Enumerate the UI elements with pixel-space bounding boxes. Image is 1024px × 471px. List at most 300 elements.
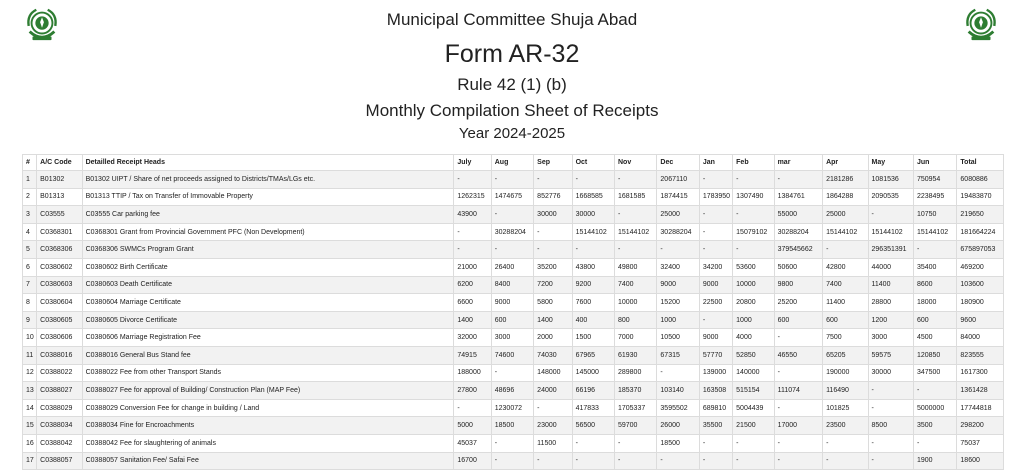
table-cell: - bbox=[774, 364, 822, 382]
table-cell: 298200 bbox=[957, 417, 1004, 435]
table-cell: 400 bbox=[572, 311, 614, 329]
table-cell: B01313 bbox=[37, 188, 82, 206]
table-cell: 852776 bbox=[534, 188, 572, 206]
table-header bbox=[23, 155, 1004, 171]
table-cell: 3000 bbox=[491, 329, 533, 347]
table-cell: - bbox=[774, 171, 822, 189]
column-header: Feb bbox=[733, 155, 774, 171]
table-cell: 15144102 bbox=[868, 223, 913, 241]
table-row bbox=[23, 276, 1004, 294]
table-cell: 30288204 bbox=[657, 223, 699, 241]
table-cell: 26400 bbox=[491, 258, 533, 276]
table-cell: C0380605 Divorce Certificate bbox=[82, 311, 454, 329]
table-cell: - bbox=[733, 241, 774, 259]
table-cell: 13 bbox=[23, 382, 37, 400]
table-row bbox=[23, 294, 1004, 312]
table-cell: 823555 bbox=[957, 346, 1004, 364]
table-cell: B01302 UIPT / Share of net proceeds assigned to Districts/TMAs/LGs etc. bbox=[82, 171, 454, 189]
table-cell: 2090535 bbox=[868, 188, 913, 206]
table-cell: 24000 bbox=[534, 382, 572, 400]
table-cell: - bbox=[491, 206, 533, 224]
table-cell: 7000 bbox=[614, 329, 656, 347]
table-cell: 3000 bbox=[868, 329, 913, 347]
table-cell: 101825 bbox=[823, 399, 868, 417]
table-row bbox=[23, 399, 1004, 417]
table-cell: C03555 bbox=[37, 206, 82, 224]
table-cell: 219650 bbox=[957, 206, 1004, 224]
table-cell: 1900 bbox=[913, 452, 956, 470]
table-cell: C0380603 bbox=[37, 276, 82, 294]
table-cell: 600 bbox=[823, 311, 868, 329]
table-cell: C0388016 bbox=[37, 346, 82, 364]
table-cell: - bbox=[774, 452, 822, 470]
table-cell: 28800 bbox=[868, 294, 913, 312]
table-row bbox=[23, 364, 1004, 382]
table-cell: 8400 bbox=[491, 276, 533, 294]
table-cell: 103600 bbox=[957, 276, 1004, 294]
table-cell: 9000 bbox=[657, 276, 699, 294]
table-cell: 1361428 bbox=[957, 382, 1004, 400]
table-cell: 18500 bbox=[657, 434, 699, 452]
table-cell: C0388022 Fee from other Transport Stands bbox=[82, 364, 454, 382]
table-row bbox=[23, 171, 1004, 189]
table-cell: 50600 bbox=[774, 258, 822, 276]
table-cell: C0388022 bbox=[37, 364, 82, 382]
table-cell: B01302 bbox=[37, 171, 82, 189]
table-cell: C0368306 SWMCs Program Grant bbox=[82, 241, 454, 259]
table-cell: 35500 bbox=[699, 417, 732, 435]
table-cell: 600 bbox=[491, 311, 533, 329]
table-cell: - bbox=[699, 223, 732, 241]
table-cell: C0388057 bbox=[37, 452, 82, 470]
table-cell: - bbox=[614, 206, 656, 224]
table-cell: 17 bbox=[23, 452, 37, 470]
table-cell: - bbox=[699, 311, 732, 329]
table-cell: 32000 bbox=[454, 329, 491, 347]
table-cell: - bbox=[491, 171, 533, 189]
table-cell: C0388027 Fee for approval of Building/ Construction Plan (MAP Fee) bbox=[82, 382, 454, 400]
table-cell: - bbox=[657, 241, 699, 259]
table-cell: 10500 bbox=[657, 329, 699, 347]
column-header: Dec bbox=[657, 155, 699, 171]
table-cell: 675897053 bbox=[957, 241, 1004, 259]
table-cell: 1000 bbox=[657, 311, 699, 329]
table-cell: C0380605 bbox=[37, 311, 82, 329]
table-cell: 9600 bbox=[957, 311, 1004, 329]
table-cell: C0368306 bbox=[37, 241, 82, 259]
table-cell: 11 bbox=[23, 346, 37, 364]
table-cell: 15144102 bbox=[913, 223, 956, 241]
table-cell: 25000 bbox=[657, 206, 699, 224]
table-cell: - bbox=[823, 452, 868, 470]
table-cell: 289800 bbox=[614, 364, 656, 382]
table-cell: 515154 bbox=[733, 382, 774, 400]
sheet-title: Monthly Compilation Sheet of Receipts bbox=[365, 101, 659, 120]
table-cell: 17744818 bbox=[957, 399, 1004, 417]
table-cell: - bbox=[534, 452, 572, 470]
table-cell: 1400 bbox=[454, 311, 491, 329]
table-cell: - bbox=[491, 364, 533, 382]
column-header: Total bbox=[957, 155, 1004, 171]
table-cell: 116490 bbox=[823, 382, 868, 400]
table-cell: 15079102 bbox=[733, 223, 774, 241]
table-cell: 75037 bbox=[957, 434, 1004, 452]
table-row bbox=[23, 452, 1004, 470]
table-cell: 1230072 bbox=[491, 399, 533, 417]
table-cell: 48696 bbox=[491, 382, 533, 400]
table-cell: 74030 bbox=[534, 346, 572, 364]
table-cell: 1500 bbox=[572, 329, 614, 347]
table-cell: 30000 bbox=[868, 364, 913, 382]
table-row bbox=[23, 382, 1004, 400]
table-cell: 4500 bbox=[913, 329, 956, 347]
table-cell: 1874415 bbox=[657, 188, 699, 206]
table-cell: - bbox=[491, 241, 533, 259]
table-cell: 34200 bbox=[699, 258, 732, 276]
table-cell: 11400 bbox=[823, 294, 868, 312]
table-cell: 140000 bbox=[733, 364, 774, 382]
table-cell: 296351391 bbox=[868, 241, 913, 259]
table-cell: 1384761 bbox=[774, 188, 822, 206]
table-cell: 2 bbox=[23, 188, 37, 206]
table-cell: 9200 bbox=[572, 276, 614, 294]
table-cell: 10000 bbox=[614, 294, 656, 312]
table-cell: 14 bbox=[23, 399, 37, 417]
table-cell: 59700 bbox=[614, 417, 656, 435]
column-header: July bbox=[454, 155, 491, 171]
table-cell: 43900 bbox=[454, 206, 491, 224]
table-cell: - bbox=[733, 452, 774, 470]
table-cell: 8600 bbox=[913, 276, 956, 294]
table-cell: 5 bbox=[23, 241, 37, 259]
fiscal-year: Year 2024-2025 bbox=[458, 125, 566, 142]
table-cell: 9800 bbox=[774, 276, 822, 294]
column-header: # bbox=[23, 155, 37, 171]
table-cell: 347500 bbox=[913, 364, 956, 382]
form-title: Form AR-32 bbox=[444, 40, 580, 68]
table-cell: - bbox=[614, 452, 656, 470]
table-cell: 2000 bbox=[534, 329, 572, 347]
table-row bbox=[23, 434, 1004, 452]
table-cell: 7 bbox=[23, 276, 37, 294]
table-row bbox=[23, 241, 1004, 259]
table-cell: 2067110 bbox=[657, 171, 699, 189]
table-cell: - bbox=[733, 171, 774, 189]
table-cell: 6200 bbox=[454, 276, 491, 294]
table-cell: 6080886 bbox=[957, 171, 1004, 189]
table-cell: 5800 bbox=[534, 294, 572, 312]
table-cell: 3 bbox=[23, 206, 37, 224]
table-cell: 18500 bbox=[491, 417, 533, 435]
table-cell: 417833 bbox=[572, 399, 614, 417]
table-cell: - bbox=[823, 241, 868, 259]
table-cell: - bbox=[454, 171, 491, 189]
column-header: Jan bbox=[699, 155, 732, 171]
table-cell: - bbox=[534, 399, 572, 417]
table-cell: 67315 bbox=[657, 346, 699, 364]
table-cell: - bbox=[699, 434, 732, 452]
table-cell: 7500 bbox=[823, 329, 868, 347]
table-cell: - bbox=[868, 206, 913, 224]
table-cell: 5000 bbox=[454, 417, 491, 435]
table-row bbox=[23, 329, 1004, 347]
table-row bbox=[23, 223, 1004, 241]
table-cell: - bbox=[913, 241, 956, 259]
table-cell: 1783950 bbox=[699, 188, 732, 206]
table-cell: - bbox=[454, 241, 491, 259]
table-cell: 4 bbox=[23, 223, 37, 241]
table-cell: 1000 bbox=[733, 311, 774, 329]
table-cell: 4000 bbox=[733, 329, 774, 347]
table-cell: 66196 bbox=[572, 382, 614, 400]
table-cell: 7600 bbox=[572, 294, 614, 312]
table-cell: 74915 bbox=[454, 346, 491, 364]
table-cell: 67965 bbox=[572, 346, 614, 364]
table-cell: 1681585 bbox=[614, 188, 656, 206]
table-cell: 19483870 bbox=[957, 188, 1004, 206]
table-cell: 15200 bbox=[657, 294, 699, 312]
table-cell: 1400 bbox=[534, 311, 572, 329]
table-cell: C0388034 bbox=[37, 417, 82, 435]
table-cell: 21500 bbox=[733, 417, 774, 435]
table-cell: - bbox=[657, 452, 699, 470]
table-row bbox=[23, 206, 1004, 224]
table-cell: - bbox=[733, 206, 774, 224]
table-cell: 7400 bbox=[614, 276, 656, 294]
table-cell: 1617300 bbox=[957, 364, 1004, 382]
table-cell: - bbox=[491, 452, 533, 470]
table-cell: 49800 bbox=[614, 258, 656, 276]
table-row bbox=[23, 417, 1004, 435]
table-cell: 1474675 bbox=[491, 188, 533, 206]
table-cell: 45037 bbox=[454, 434, 491, 452]
table-cell: C0380604 Marriage Certificate bbox=[82, 294, 454, 312]
table-cell: C0388027 bbox=[37, 382, 82, 400]
table-cell: 10750 bbox=[913, 206, 956, 224]
table-cell: - bbox=[534, 171, 572, 189]
table-cell: 10000 bbox=[733, 276, 774, 294]
table-cell: 180900 bbox=[957, 294, 1004, 312]
table-cell: 1864288 bbox=[823, 188, 868, 206]
table-cell: 800 bbox=[614, 311, 656, 329]
table-cell: 61930 bbox=[614, 346, 656, 364]
table-cell: 10 bbox=[23, 329, 37, 347]
table-cell: C0388016 General Bus Stand fee bbox=[82, 346, 454, 364]
table-cell: C0368301 bbox=[37, 223, 82, 241]
table-cell: 7400 bbox=[823, 276, 868, 294]
table-cell: - bbox=[657, 364, 699, 382]
column-header: Jun bbox=[913, 155, 956, 171]
table-cell: 5004439 bbox=[733, 399, 774, 417]
table-cell: 3595502 bbox=[657, 399, 699, 417]
table-cell: - bbox=[699, 452, 732, 470]
table-cell: 65205 bbox=[823, 346, 868, 364]
table-cell: 12 bbox=[23, 364, 37, 382]
table-cell: - bbox=[614, 241, 656, 259]
table-cell: 18000 bbox=[913, 294, 956, 312]
table-cell: 689810 bbox=[699, 399, 732, 417]
table-cell: 7200 bbox=[534, 276, 572, 294]
table-cell: 35200 bbox=[534, 258, 572, 276]
table-cell: - bbox=[774, 329, 822, 347]
table-cell: 32400 bbox=[657, 258, 699, 276]
table-cell: 30288204 bbox=[774, 223, 822, 241]
table-cell: 120850 bbox=[913, 346, 956, 364]
table-cell: 1200 bbox=[868, 311, 913, 329]
table-cell: - bbox=[913, 382, 956, 400]
table-cell: 15 bbox=[23, 417, 37, 435]
table-cell: 8 bbox=[23, 294, 37, 312]
table-cell: 53600 bbox=[733, 258, 774, 276]
table-cell: 1307490 bbox=[733, 188, 774, 206]
table-cell: 163508 bbox=[699, 382, 732, 400]
table-row bbox=[23, 346, 1004, 364]
table-cell: C0380604 bbox=[37, 294, 82, 312]
table-cell: 16700 bbox=[454, 452, 491, 470]
table-cell: C0388029 bbox=[37, 399, 82, 417]
table-cell: - bbox=[534, 241, 572, 259]
table-cell: - bbox=[868, 399, 913, 417]
table-cell: 469200 bbox=[957, 258, 1004, 276]
column-header: Sep bbox=[534, 155, 572, 171]
table-cell: 35400 bbox=[913, 258, 956, 276]
table-cell: 55000 bbox=[774, 206, 822, 224]
table-cell: C0388042 bbox=[37, 434, 82, 452]
table-cell: - bbox=[572, 452, 614, 470]
table-cell: 600 bbox=[913, 311, 956, 329]
table-cell: C03555 Car parking fee bbox=[82, 206, 454, 224]
table-cell: 23000 bbox=[534, 417, 572, 435]
column-header: Aug bbox=[491, 155, 533, 171]
table-cell: C0388057 Sanitation Fee/ Safai Fee bbox=[82, 452, 454, 470]
table-cell: 9000 bbox=[491, 294, 533, 312]
table-cell: 6 bbox=[23, 258, 37, 276]
table-cell: 111074 bbox=[774, 382, 822, 400]
table-cell: - bbox=[454, 223, 491, 241]
table-cell: 8500 bbox=[868, 417, 913, 435]
table-cell: 15144102 bbox=[823, 223, 868, 241]
table-cell: 23500 bbox=[823, 417, 868, 435]
table-cell: 190000 bbox=[823, 364, 868, 382]
column-header: Detailled Receipt Heads bbox=[82, 155, 454, 171]
table-cell: 9000 bbox=[699, 276, 732, 294]
table-cell: - bbox=[699, 241, 732, 259]
table-cell: B01313 TTIP / Tax on Transfer of Immovable Property bbox=[82, 188, 454, 206]
table-cell: - bbox=[823, 434, 868, 452]
column-header: A/C Code bbox=[37, 155, 82, 171]
table-cell: - bbox=[774, 434, 822, 452]
table-cell: - bbox=[913, 434, 956, 452]
column-header: Nov bbox=[614, 155, 656, 171]
table-cell: - bbox=[614, 434, 656, 452]
table-cell: 18600 bbox=[957, 452, 1004, 470]
column-header: mar bbox=[774, 155, 822, 171]
table-cell: 43800 bbox=[572, 258, 614, 276]
table-cell: 30000 bbox=[572, 206, 614, 224]
table-cell: 74600 bbox=[491, 346, 533, 364]
committee-name: Municipal Committee Shuja Abad bbox=[386, 10, 638, 29]
table-cell: - bbox=[868, 434, 913, 452]
table-cell: 21000 bbox=[454, 258, 491, 276]
table-cell: 42800 bbox=[823, 258, 868, 276]
table-cell: 22500 bbox=[699, 294, 732, 312]
table-body bbox=[23, 171, 1004, 470]
table-cell: - bbox=[699, 206, 732, 224]
table-cell: - bbox=[454, 399, 491, 417]
table-cell: 9 bbox=[23, 311, 37, 329]
table-cell: 188000 bbox=[454, 364, 491, 382]
table-cell: - bbox=[534, 223, 572, 241]
table-cell: - bbox=[614, 171, 656, 189]
column-header: Apr bbox=[823, 155, 868, 171]
table-cell: C0380606 Marriage Registration Fee bbox=[82, 329, 454, 347]
table-cell: 25000 bbox=[823, 206, 868, 224]
table-cell: - bbox=[699, 171, 732, 189]
table-cell: 750954 bbox=[913, 171, 956, 189]
table-cell: - bbox=[868, 452, 913, 470]
table-cell: 1262315 bbox=[454, 188, 491, 206]
table-cell: 1081536 bbox=[868, 171, 913, 189]
table-cell: - bbox=[868, 382, 913, 400]
table-cell: - bbox=[491, 434, 533, 452]
table-cell: C0380606 bbox=[37, 329, 82, 347]
table-cell: - bbox=[774, 399, 822, 417]
table-cell: C0388029 Conversion Fee for change in building / Land bbox=[82, 399, 454, 417]
table-cell: 2238495 bbox=[913, 188, 956, 206]
column-header: Oct bbox=[572, 155, 614, 171]
table-cell: 15144102 bbox=[614, 223, 656, 241]
table-cell: C0380602 Birth Certificate bbox=[82, 258, 454, 276]
table-cell: 5000000 bbox=[913, 399, 956, 417]
table-cell: 1 bbox=[23, 171, 37, 189]
table-row bbox=[23, 258, 1004, 276]
table-cell: 57770 bbox=[699, 346, 732, 364]
table-cell: 139000 bbox=[699, 364, 732, 382]
table-row bbox=[23, 188, 1004, 206]
rule-reference: Rule 42 (1) (b) bbox=[457, 75, 567, 94]
header-row bbox=[23, 155, 1004, 171]
table-cell: - bbox=[572, 171, 614, 189]
table-cell: 600 bbox=[774, 311, 822, 329]
table-cell: 2181286 bbox=[823, 171, 868, 189]
table-cell: 52850 bbox=[733, 346, 774, 364]
table-cell: 6600 bbox=[454, 294, 491, 312]
table-cell: 181664224 bbox=[957, 223, 1004, 241]
table-cell: 145000 bbox=[572, 364, 614, 382]
table-cell: 16 bbox=[23, 434, 37, 452]
table-cell: 379545662 bbox=[774, 241, 822, 259]
table-row bbox=[23, 311, 1004, 329]
table-cell: 1668585 bbox=[572, 188, 614, 206]
table-cell: 9000 bbox=[699, 329, 732, 347]
table-cell: 17000 bbox=[774, 417, 822, 435]
table-cell: - bbox=[572, 434, 614, 452]
table-cell: 103140 bbox=[657, 382, 699, 400]
table-cell: C0380603 Death Certificate bbox=[82, 276, 454, 294]
table-cell: C0380602 bbox=[37, 258, 82, 276]
table-cell: 20800 bbox=[733, 294, 774, 312]
table-cell: C0388034 Fine for Encroachments bbox=[82, 417, 454, 435]
table-cell: 148000 bbox=[534, 364, 572, 382]
table-cell: 56500 bbox=[572, 417, 614, 435]
table-cell: 59575 bbox=[868, 346, 913, 364]
table-cell: 11500 bbox=[534, 434, 572, 452]
table-cell: C0388042 Fee for slaughtering of animals bbox=[82, 434, 454, 452]
column-header: May bbox=[868, 155, 913, 171]
table-cell: 25200 bbox=[774, 294, 822, 312]
table-cell: 26000 bbox=[657, 417, 699, 435]
table-cell: 44000 bbox=[868, 258, 913, 276]
